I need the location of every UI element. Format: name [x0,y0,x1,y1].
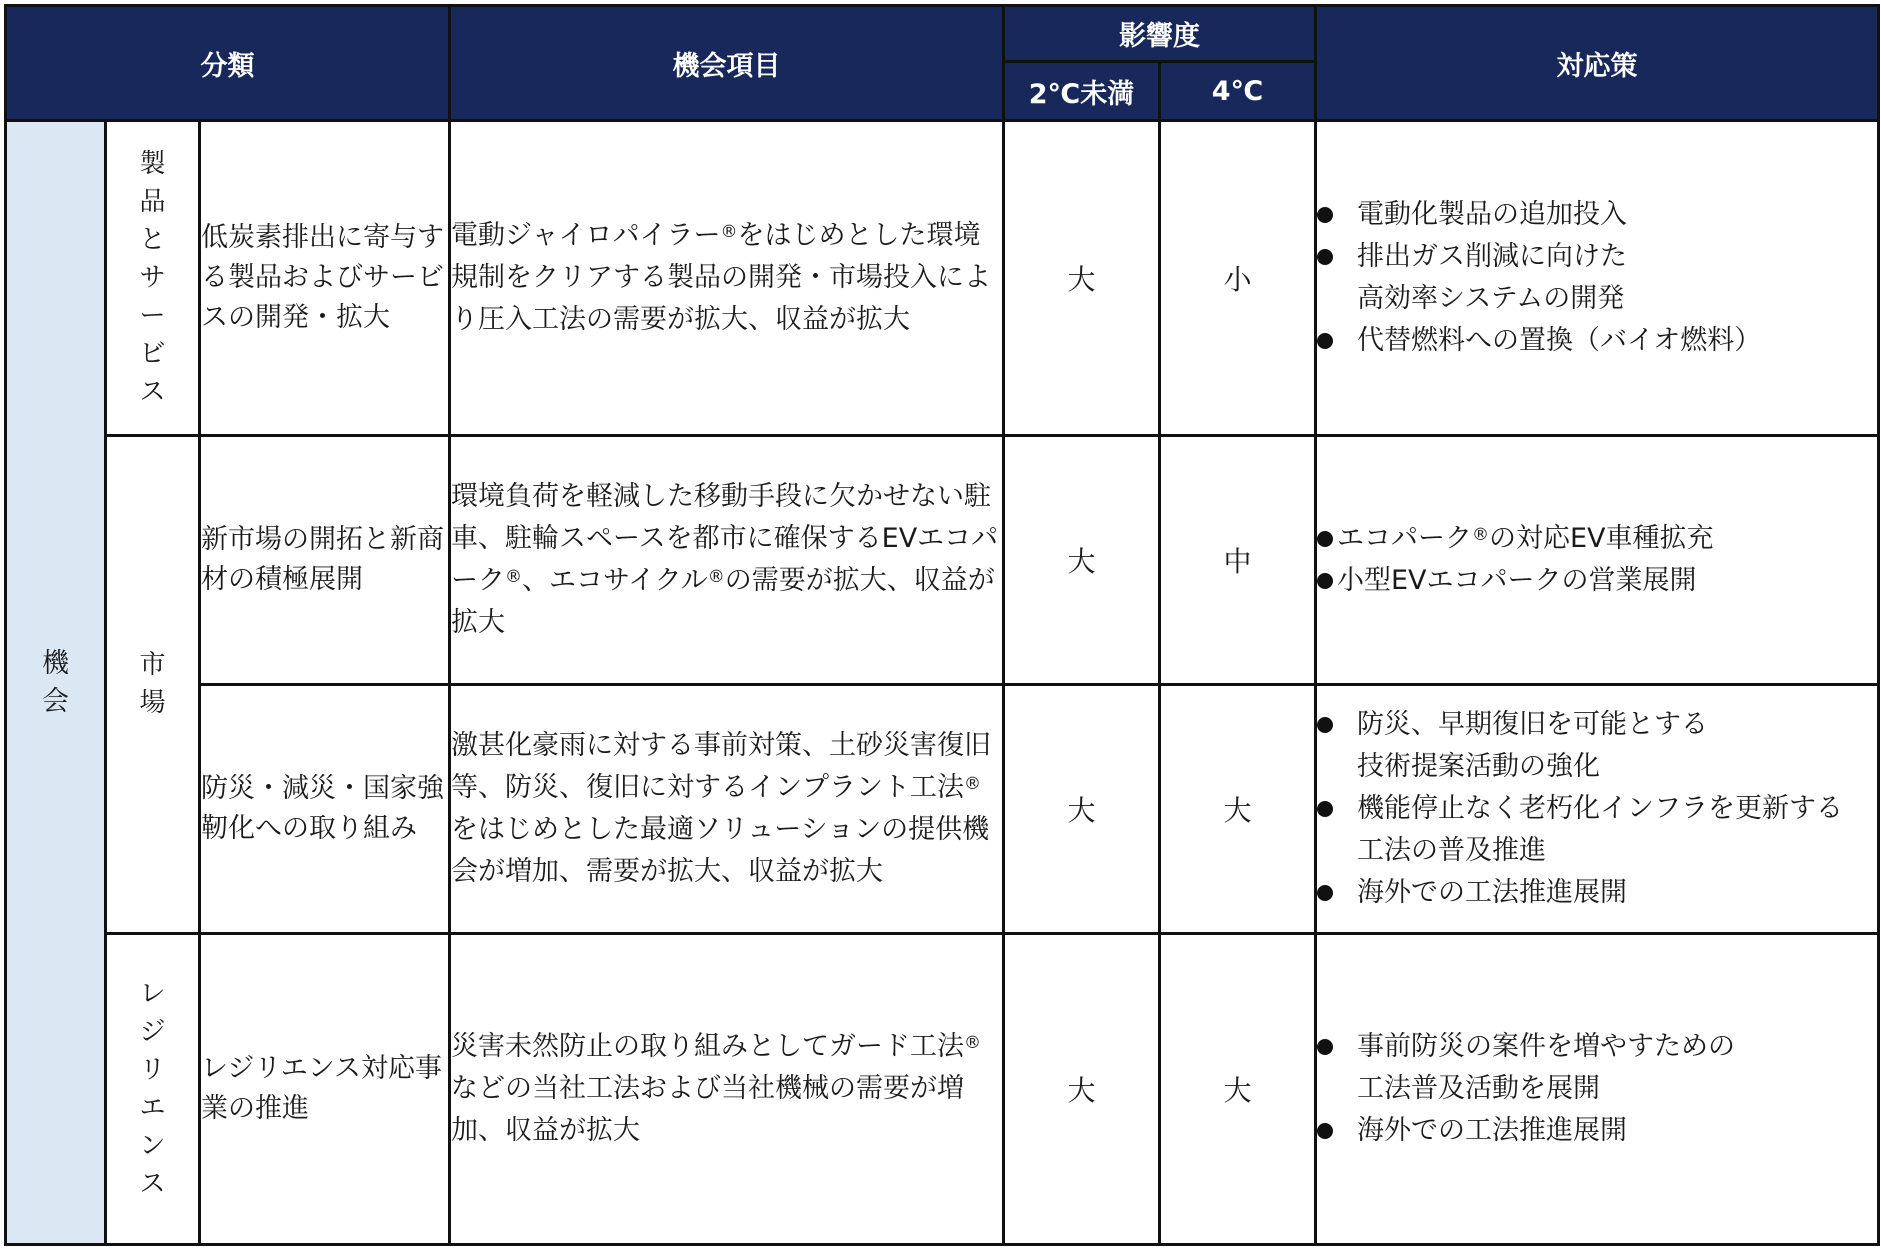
table-row [6,435,1879,684]
impact-below-2c: 大 [1004,684,1160,933]
opportunity-item: レジリエンス対応事業の推進 [200,933,450,1244]
impact-below-2c: 大 [1004,121,1160,435]
subcategory-products-services: 製 品 と サ ー ビ ス [106,121,200,435]
list-item-continuation: 工法普及活動を展開 [1357,1072,1600,1104]
response-list [1316,435,1879,684]
table-row [6,933,1879,1244]
header-classification: 分類 [6,6,450,121]
impact-below-2c: 大 [1004,435,1160,684]
opportunity-description: 激甚化豪雨に対する事前対策、土砂災害復旧等、防災、復旧に対するインプラント工法®をはじめとした最適ソリューションの提供機会が増加、需要が拡大、収益が拡大 [450,684,1004,933]
bullet-icon [1317,333,1333,349]
opportunity-item: 防災・減災・国家強靭化への取り組み [200,684,450,933]
bullet-icon [1317,1123,1333,1139]
list-item: 海外での工法推進展開 [1317,1110,1877,1152]
header-response: 対応策 [1316,6,1879,121]
list-item: 事前防災の案件を増やすための [1317,1026,1877,1068]
list-item: エコパーク®の対応EV車種拡充 [1317,518,1877,560]
opportunity-description: 環境負荷を軽減した移動手段に欠かせない駐車、駐輪スペースを都市に確保するEVエコパーク®、エコサイクル®の需要が拡大、収益が拡大 [450,435,1004,684]
impact-4c: 大 [1160,684,1316,933]
impact-4c: 中 [1160,435,1316,684]
response-list [1316,933,1879,1244]
list-item: 電動化製品の追加投入 [1317,194,1877,236]
bullet-icon [1317,531,1333,547]
bullet-icon [1317,207,1333,223]
bullet-icon [1317,573,1333,589]
header-4c: 4℃ [1160,62,1316,121]
list-item-continuation: 高効率システムの開発 [1357,283,1625,315]
impact-below-2c: 大 [1004,933,1160,1244]
subcategory-resilience: レ ジ リ エ ン ス [106,933,200,1244]
bullet-icon [1317,801,1333,817]
header-impact: 影響度 [1004,6,1316,62]
impact-4c: 小 [1160,121,1316,435]
opportunity-description: 災害未然防止の取り組みとしてガード工法®などの当社工法および当社機械の需要が増加、収益が拡大 [450,933,1004,1244]
list-item: 海外での工法推進展開 [1317,872,1877,914]
category-opportunity: 機 会 [6,121,106,1245]
impact-4c: 大 [1160,933,1316,1244]
list-item: 小型EVエコパークの営業展開 [1317,560,1877,602]
list-item-continuation: 工法の普及推進 [1357,834,1546,866]
response-list [1316,121,1879,435]
list-item: 排出ガス削減に向けた [1317,236,1877,278]
opportunity-table [4,4,1880,1246]
opportunity-item: 低炭素排出に寄与する製品およびサービスの開発・拡大 [200,121,450,435]
bullet-icon [1317,717,1333,733]
bullet-icon [1317,1039,1333,1055]
table-row [6,121,1879,435]
opportunity-description: 電動ジャイロパイラー®をはじめとした環境規制をクリアする製品の開発・市場投入により圧入工法の需要が拡大、収益が拡大 [450,121,1004,435]
header-opportunity-item: 機会項目 [450,6,1004,121]
table-row [6,684,1879,933]
response-list [1316,684,1879,933]
list-item: 代替燃料への置換（バイオ燃料） [1317,320,1877,362]
bullet-icon [1317,249,1333,265]
subcategory-market: 市 場 [106,435,200,933]
list-item: 防災、早期復旧を可能とする [1317,704,1877,746]
list-item: 機能停止なく老朽化インフラを更新する [1317,788,1877,830]
header-below-2c: 2℃未満 [1004,62,1160,121]
opportunity-item: 新市場の開拓と新商材の積極展開 [200,435,450,684]
list-item-continuation: 技術提案活動の強化 [1357,750,1600,782]
bullet-icon [1317,885,1333,901]
